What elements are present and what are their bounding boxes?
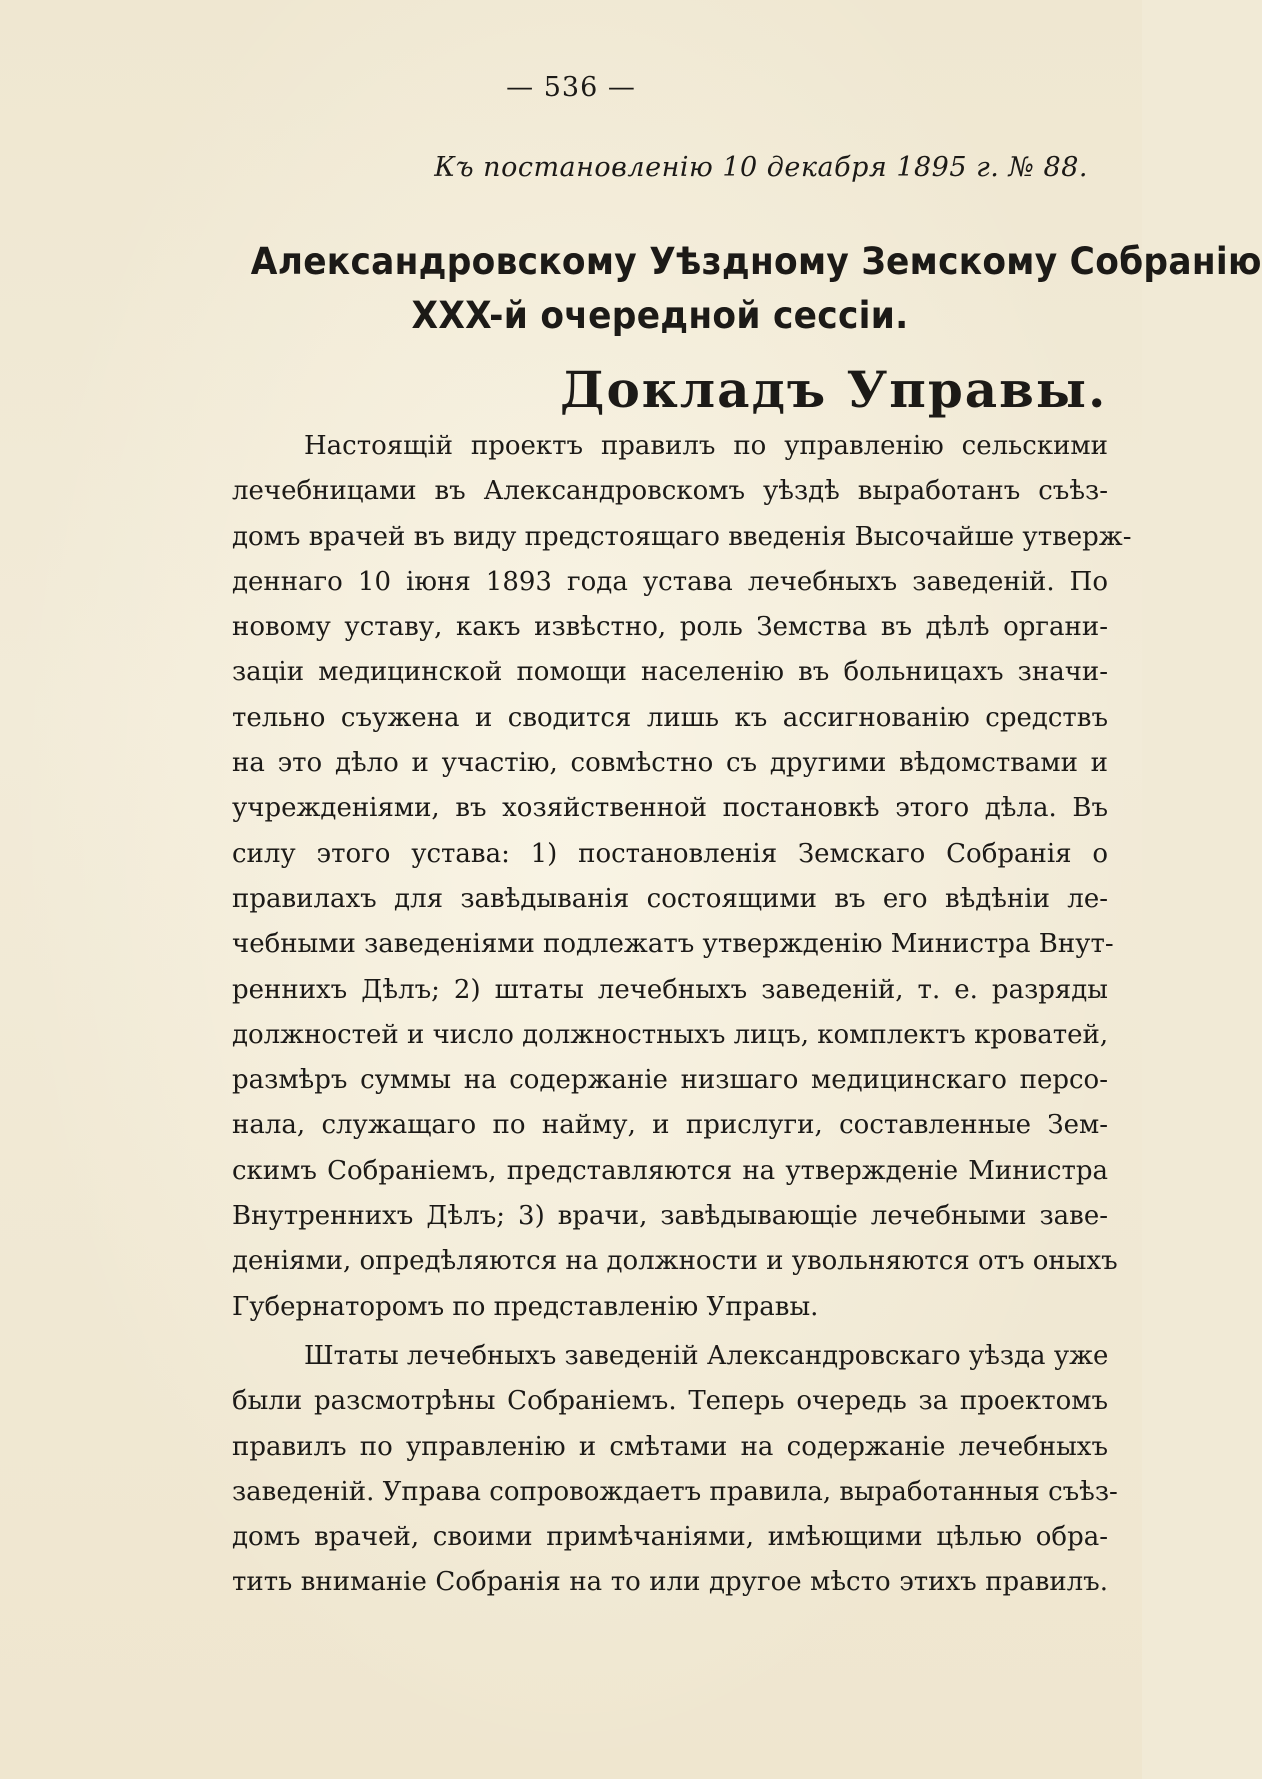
text-line: на это дѣло и участію, совмѣстно съ другими вѣдомствами и — [232, 748, 1108, 779]
text-line: Штаты лечебныхъ заведеній Александровскаго уѣзда уже — [304, 1341, 1109, 1371]
text-line: скимъ Собраніемъ, представляются на утвержденіе Министра — [232, 1155, 1108, 1186]
text-line: деніями, опредѣляются на должности и увольняются отъ оныхъ — [232, 1246, 1118, 1277]
text-line: домъ врачей въ виду предстоящаго введенія Высочайше утверж- — [232, 521, 1132, 552]
text-line: силу этого устава: 1) постановленія Земскаго Собранія о — [232, 838, 1108, 869]
paragraph-2 — [232, 1334, 1118, 1606]
text-line: деннаго 10 іюня 1893 года устава лечебныхъ заведеній. По — [232, 566, 1108, 597]
text-line: лечебницами въ Александровскомъ уѣздѣ выработанъ съѣз- — [232, 476, 1108, 507]
text-line: правилахъ для завѣдыванія состоящими въ его вѣдѣніи ле- — [232, 883, 1108, 914]
heading-assembly: Александровскому Уѣздному Земскому Собранію — [250, 240, 1262, 283]
text-line: заведеній. Управа сопровождаетъ правила, выработанныя съѣз- — [232, 1476, 1118, 1507]
page-number: — 536 — — [506, 72, 636, 103]
text-line: нала, служащаго по найму, и прислуги, составленные Зем- — [232, 1110, 1108, 1141]
text-line: учрежденіями, въ хозяйственной постановкѣ этого дѣла. Въ — [232, 793, 1108, 824]
text-line: домъ врачей, своими примѣчаніями, имѣющими цѣлью обра- — [232, 1522, 1108, 1553]
heading-session: XXX-й очередной сессіи. — [411, 294, 909, 337]
text-line: Внутреннихъ Дѣлъ; 3) врачи, завѣдывающіе лечебными заве- — [232, 1201, 1108, 1232]
document-title: Докладъ Управы. — [560, 360, 1108, 419]
text-line: размѣръ суммы на содержаніе низшаго медицинскаго персо- — [232, 1065, 1108, 1096]
text-line: тить вниманіе Собранія на то или другое мѣсто этихъ правилъ. — [232, 1567, 1108, 1598]
text-line: Губернаторомъ по представленію Управы. — [232, 1291, 819, 1322]
text-line: должностей и число должностныхъ лицъ, комплектъ кроватей, — [232, 1019, 1109, 1050]
text-line: тельно съужена и сводится лишь къ ассигнованію средствъ — [232, 702, 1108, 733]
text-line: чебными заведеніями подлежатъ утвержденію Министра Внут- — [232, 929, 1114, 960]
text-line: Настоящій проектъ правилъ по управленію сельскими — [304, 431, 1108, 461]
text-line: были разсмотрѣны Собраніемъ. Теперь очередь за проектомъ — [232, 1386, 1108, 1417]
text-line: заціи медицинской помощи населенію въ больницахъ значи- — [232, 657, 1108, 688]
text-line: реннихъ Дѣлъ; 2) штаты лечебныхъ заведеній, т. е. разряды — [232, 974, 1108, 1005]
paragraph-1 — [232, 424, 1132, 1330]
resolution-reference: Къ постановленію 10 декабря 1895 г. № 88. — [434, 152, 1088, 183]
text-line: новому уставу, какъ извѣстно, роль Земства въ дѣлѣ органи- — [232, 612, 1108, 643]
text-line: правилъ по управленію и смѣтами на содержаніе лечебныхъ — [232, 1431, 1108, 1462]
